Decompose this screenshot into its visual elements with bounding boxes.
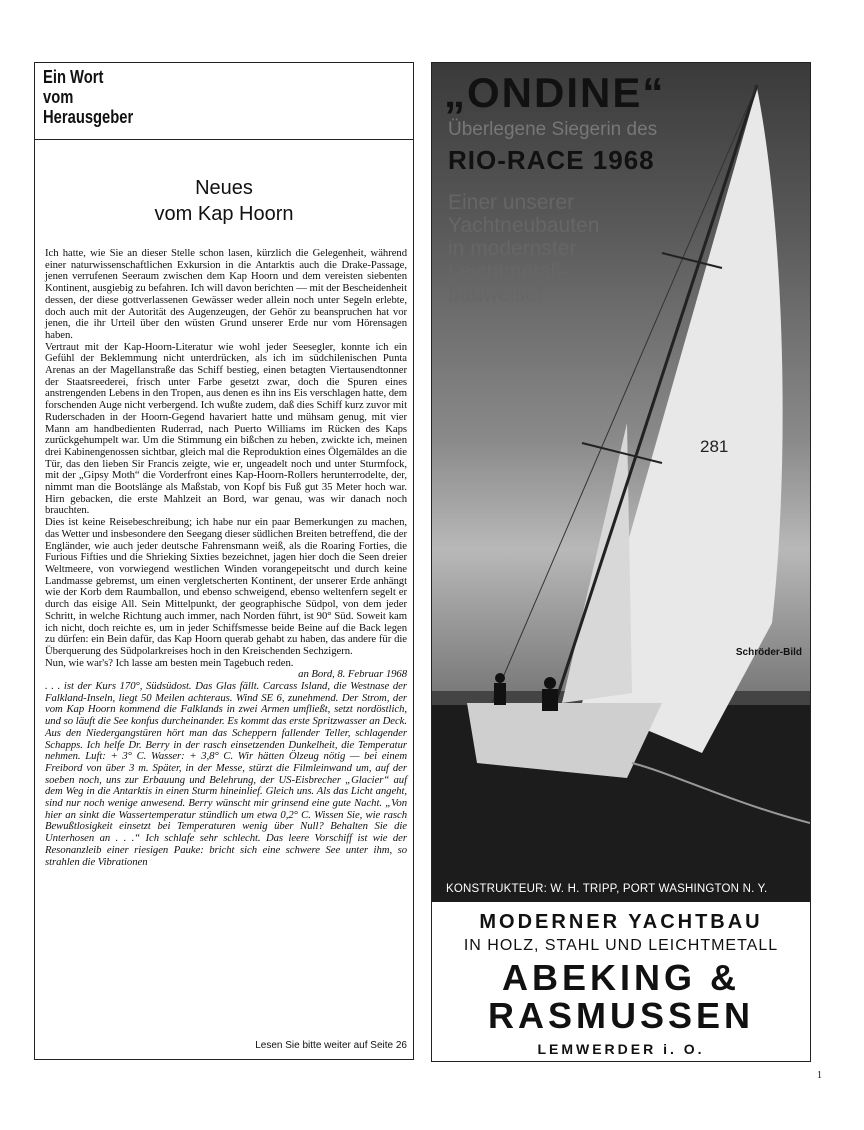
- yacht-photo: [432, 63, 810, 902]
- dateline: an Bord, 8. Februar 1968: [298, 668, 407, 681]
- jib: [562, 423, 632, 703]
- sail-number: 281: [700, 437, 729, 456]
- headline-line: Neues: [195, 177, 253, 199]
- kicker-line: Herausgeber: [43, 107, 134, 127]
- designer-credit: KONSTRUKTEUR: W. H. TRIPP, PORT WASHINGTON N. Y.: [446, 883, 768, 895]
- divider: [35, 139, 413, 140]
- crew: [494, 683, 506, 705]
- article-body: [45, 248, 407, 868]
- ad-title: „ONDINE“: [444, 69, 666, 116]
- paragraph: Ich hatte, wie Sie an dieser Stelle schon lasen, kürzlich die Gelegenheit, während einer naturwissenschaftlichen Exkursion in die Antarktis auch die Drake-Passage, jenen verrufenen Seeraum zwischen dem Kap Hoorn und dem vereisten siebenten Kontinent, ausgiebig zu befahren. Ich will davon berichten — mit der Bescheidenheit dessen, der diese gottverlassenen Gewässer weder allein noch unter Segeln erlebte, doch auch mit der Autorität des Augenzeugen, der Gehör zu beanspruchen hat vor jenen, die ihr Urteil über den wüsten Grund unserer Erde nur vom Hörensagen haben.: [45, 247, 407, 341]
- crew: [495, 673, 505, 683]
- continued-notice: Lesen Sie bitte weiter auf Seite 26: [255, 1040, 407, 1051]
- column-kicker: [43, 67, 141, 127]
- page-number: 1: [817, 1070, 822, 1081]
- crew: [544, 677, 556, 689]
- company-name-line2: RASMUSSEN: [487, 995, 755, 1036]
- race-title: RIO-RACE 1968: [448, 145, 655, 175]
- kicker-line: vom: [43, 87, 74, 107]
- tagline-line: bauweise!: [448, 283, 543, 306]
- ad-subtitle: Überlegene Siegerin des: [448, 119, 658, 140]
- ad-materials: IN HOLZ, STAHL UND LEICHTMETALL: [463, 937, 779, 954]
- headline: [35, 175, 413, 227]
- tagline-line: Einer unserer: [448, 191, 575, 214]
- diary-entry: . . . ist der Kurs 170°, Südsüdost. Das Glas fällt. Carcass Island, die Westnase der Falkland-Inseln, liegt 50 Meilen achteraus. Wind SE 6, zunehmend. Der Strom, der vom Kap Hoorn kommend die Falklands in zwei Armen umfließt, setzt nordöstlich, und so läuft die See konfus durcheinander. Es kommt das erste Spritzwasser an Deck. Aus den Niedergangstüren hört man das Scheppern fallender Teller, schlagender Schapps. Ich helfe Dr. Berry in der rasch einsetzenden Dunkelheit, die Temperatur nehmen. Luft: + 3° C. Wasser: + 3,8° C. Wir hätten Ölzeug nötig — bei einem Freibord von über 3 m. Später, in der Messe, stürzt die Filmleinwand um, auf der soeben noch, uns zur Erbauung und Belehrung, der US-Eisbrecher „Glacier“ auf dem Weg in die Antarktis in einen Sturm hineinlief. Gleich uns. Als das Licht angeht, sind nur noch wenige anwesend. Berry wünscht mir grinsend eine gute Nacht. „Von hier an sinkt die Wassertemperatur stündlich um etwa 0,2° C. Wissen Sie, wie rasch Bewußtlosigkeit einsetzt bei Temperaturen wenig über Null? Behalten Sie die Unterhosen an . . .“ Ich schlafe sehr schlecht. Das leere Vorschiff ist wie der Resonanzleib einer riesigen Pauke: bricht sich eine schwere See unter ihm, so strahlen die Vibrationen: [45, 680, 407, 868]
- company-location: LEMWERDER i. O.: [537, 1041, 705, 1057]
- company-name-line1: ABEKING &: [501, 957, 740, 998]
- sailboat-illustration: [432, 63, 810, 902]
- crew: [542, 689, 558, 711]
- photo-credit: Schröder-Bild: [735, 647, 802, 658]
- ad-footer: [432, 903, 810, 1061]
- editorial-column: [34, 62, 414, 1060]
- kicker-line: Ein Wort: [43, 67, 104, 87]
- ad-tagline: [448, 191, 668, 306]
- paragraph: Vertraut mit der Kap-Hoorn-Literatur wie wohl jeder Seesegler, konnte ich ein Gefühl der Beklemmung nicht unterdrücken, als ich im südchilenischen Punta Arenas an der Magellanstraße das Schiff bestieg, einen betagten Viertausendtonner der Staatsreederei, frisch unter Farbe gesetzt zwar, doch die Spuren eines anstrengenden Lebens in den Tropen, aus denen es ihn ins Eis verschlagen hatte, dem forschenden Auge nicht verbergend. Ich wußte zudem, daß dies Schiff kurz zuvor mit Ruderschaden in der Hoorn-Gegend havariert hatte und mühsam genug, mit vier Mann am handbedienten Ruderrad, nach Puerto Williams im Rücken des Kaps zurückgehumpelt war. Um die Stimmung ein bißchen zu heben, zwickte ich, meinen drei Kabinengenossen sichtbar, gleich mal die Reproduktion eines Ölgemäldes an die Tür, das den lieben Sir Francis zeigte, wie er, ungeadelt noch und unter Sturmfock, mit der „Gipsy Moth“ die Vorderfront eines Kap-Hoorn-Rollers herunterrodelte, der, nimmt man die Bootslänge als Maßstab, von Kopf bis Fuß gut 35 Meter hoch war. Hirn gebacken, die erste Mahlzeit an Bord, war genau, was wir danach noch brauchten.: [45, 340, 407, 517]
- paragraph: Nun, wie war's? Ich lasse am besten mein Tagebuch reden.: [45, 656, 294, 669]
- tagline-line: Yachtneubauten: [448, 214, 600, 237]
- advertisement: [431, 62, 811, 1062]
- tagline-line: in modernster: [448, 237, 577, 260]
- tagline-line: Leichtmetall-: [448, 260, 568, 283]
- paragraph: Dies ist keine Reisebeschreibung; ich habe nur ein paar Bemerkungen zu machen, das Wetter und insbesondere den Seegang dieser südlichen Breiten betreffend, die der Engländer, wie auch jeder deutsche Fahrensmann weiß, als die Roaring Forties, die Furious Fifties und die Shrieking Sixties bezeichnet, jagen hier doch die Seen dreier Weltmeere, von vorwiegend westlichen Winden vorangepeitscht und durch keine Landmasse gebremst, um einen vergletscherten Kontinent, der unserer Erde anhängt wie der Korb dem Raumballon, und ebenso schweigend, ebenso weltenfern segelt er durch das eisige All. Sein Mittelpunkt, der geographische Südpol, von dem jeder Schritt, in welche Richtung auch immer, nach Norden führt, ist 90° Süd. Soweit kam ich nicht, doch reichte es, um in jeder Schiffsmesse beide Beine auf die Back legen zu dürfen: ein Bein dafür, das Kap Hoorn querab gehabt zu haben, das andere für die Überquerung des Südpolarkreises hoch in den Kreischenden Sechzigern.: [45, 516, 407, 657]
- headline-line: vom Kap Hoorn: [154, 203, 294, 225]
- ad-headline: MODERNER YACHTBAU: [479, 911, 763, 933]
